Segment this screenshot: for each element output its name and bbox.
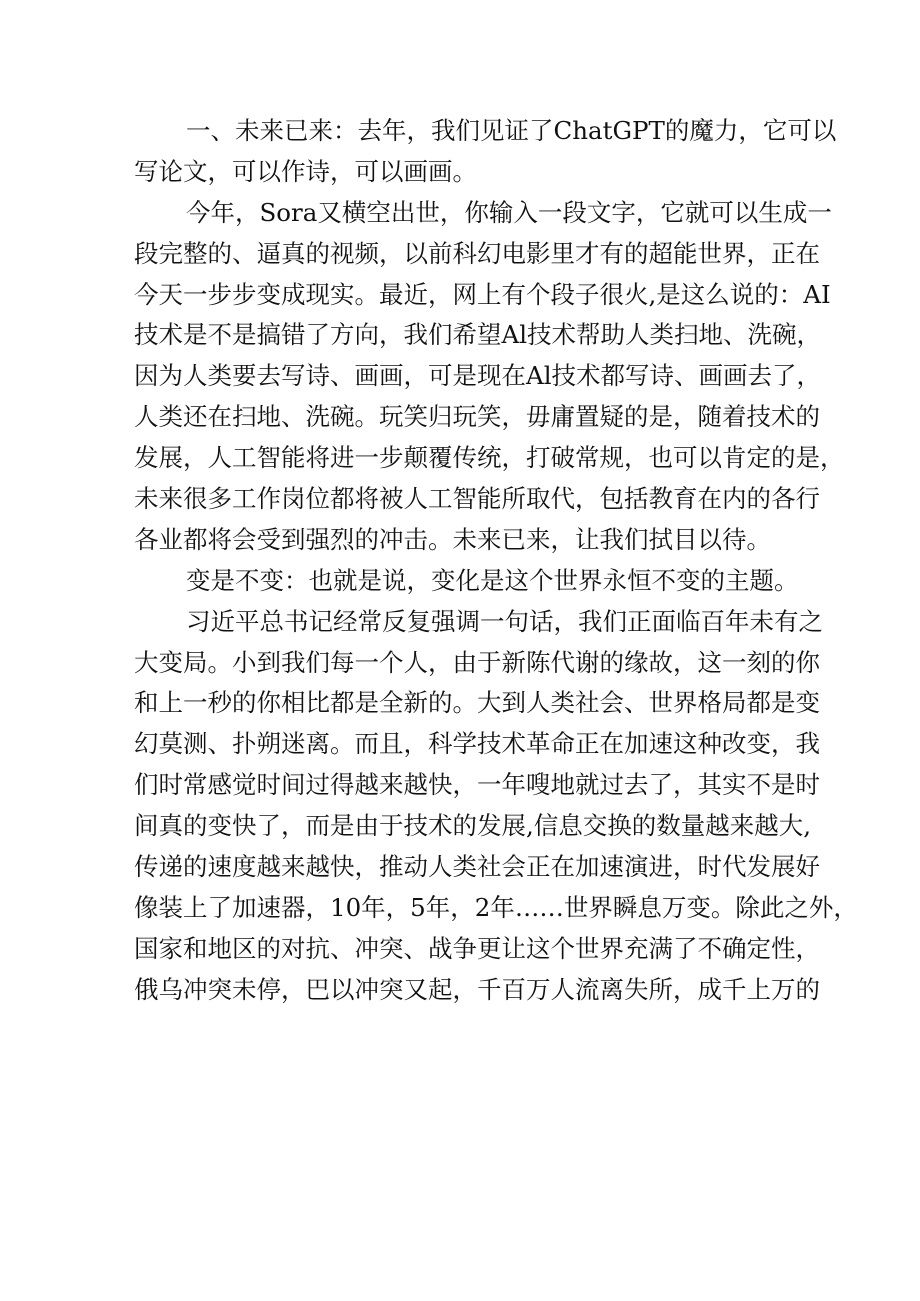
paragraph-line: 写论文，可以作诗，可以画画。 [134, 156, 477, 186]
paragraph-line: 今天一步步变成现实。最近，网上有个段子很火,是这么说的：AI [134, 279, 831, 309]
paragraph-line: 一、未来已来：去年，我们见证了ChatGPT的魔力，它可以 [186, 116, 837, 145]
paragraph-line: 幻莫测、扑朔迷离。而且，科学技术革命正在加速这种改变，我 [134, 729, 820, 759]
paragraph-line: 们时常感觉时间过得越来越快，一年嗖地就过去了，其实不是时 [134, 770, 820, 800]
paragraph-line: 未来很多工作岗位都将被人工智能所取代，包括教育在内的各行 [134, 484, 820, 514]
paragraph-line: 发展，人工智能将进一步颠覆传统，打破常规，也可以肯定的是， [134, 443, 845, 473]
paragraph-line: 人类还在扫地、洗碗。玩笑归玩笑，毋庸置疑的是，随着技术的 [134, 402, 820, 432]
paragraph-line: 因为人类要去写诗、画画，可是现在Al技术都写诗、画画去了， [134, 361, 822, 391]
paragraph-line: 国家和地区的对抗、冲突、战争更让这个世界充满了不确定性， [134, 933, 820, 963]
paragraph-line: 变是不变：也就是说，变化是这个世界永恒不变的主题。 [186, 565, 799, 595]
document-body [134, 111, 858, 1011]
paragraph-line: 像装上了加速器，10年，5年，2年……世界瞬息万变。除此之外， [134, 892, 858, 922]
paragraph-line: 间真的变快了，而是由于技术的发展,信息交换的数量越来越大, [134, 811, 812, 841]
paragraph-line: 技术是不是搞错了方向，我们希望Al技术帮助人类扫地、洗碗， [134, 320, 822, 350]
paragraph-line: 各业都将会受到强烈的冲击。未来已来，让我们拭目以待。 [134, 524, 771, 554]
paragraph-line: 传递的速度越来越快，推动人类社会正在加速演进，时代发展好 [134, 852, 820, 882]
paragraph-line: 俄乌冲突未停，巴以冲突又起，千百万人流离失所，成千上万的 [134, 974, 820, 1004]
paragraph-line: 今年，Sora又横空出世，你输入一段文字，它就可以生成一 [186, 197, 832, 227]
paragraph-line: 习近平总书记经常反复强调一句话，我们正面临百年未有之 [186, 606, 823, 636]
paragraph-line: 段完整的、逼真的视频，以前科幻电影里才有的超能世界，正在 [134, 238, 820, 268]
paragraph-line: 和上一秒的你相比都是全新的。大到人类社会、世界格局都是变 [134, 688, 820, 718]
paragraph-line: 大变局。小到我们每一个人，由于新陈代谢的缘故，这一刻的你 [134, 647, 820, 677]
